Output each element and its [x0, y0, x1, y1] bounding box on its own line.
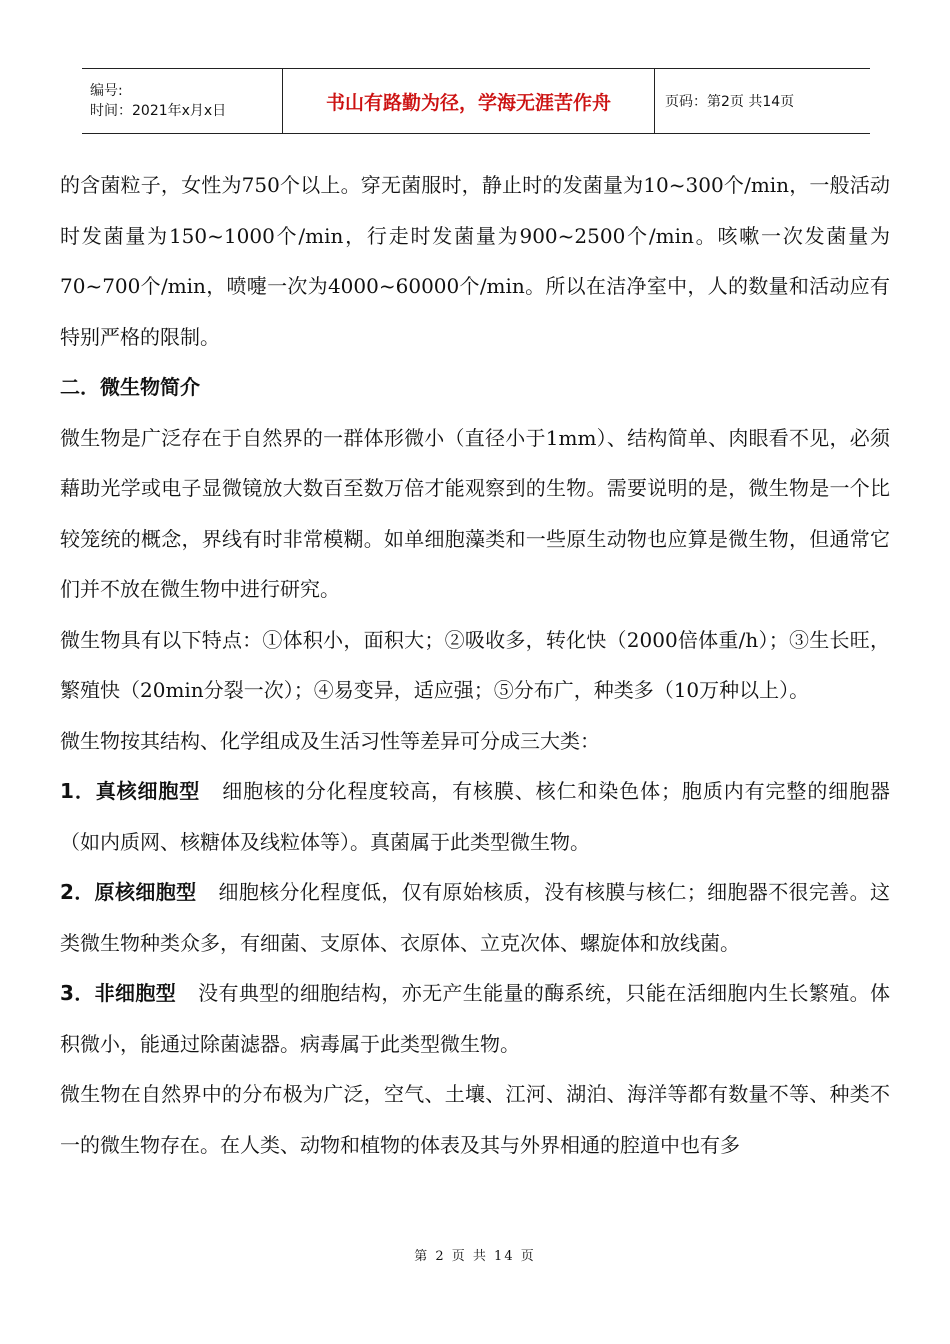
header-motto-cell: [282, 69, 655, 133]
paragraph-definition: 微生物是广泛存在于自然界的一群体形微小（直径小于1mm）、结构简单、肉眼看不见，必须藉助光学或电子显微镜放大数百至数万倍才能观察到的生物。需要说明的是，微生物是一个比较笼统的概念，界线有时非常模糊。如单细胞藻类和一些原生动物也应算是微生物，但通常它们并不放在微生物中进行研究。: [60, 425, 890, 601]
type-term: 3．非细胞型: [60, 981, 177, 1005]
type-term: 1．真核细胞型: [60, 779, 201, 803]
paragraph-classification: 微生物按其结构、化学组成及生活习性等差异可分成三大类：: [60, 728, 600, 753]
type-term: 2．原核细胞型: [60, 880, 197, 904]
header-page-info: 页码：第2页 共14页: [665, 94, 795, 110]
type-description: 没有典型的细胞结构，亦无产生能量的酶系统，只能在活细胞内生长繁殖。体积微小，能通过除菌滤器。病毒属于此类型微生物。: [60, 981, 891, 1056]
type-prokaryotic: [60, 867, 890, 968]
type-acellular: [60, 968, 890, 1069]
type-description: 细胞核分化程度低，仅有原始核质，没有核膜与核仁；细胞器不很完善。这类微生物种类众多，有细菌、支原体、衣原体、立克次体、螺旋体和放线菌。: [60, 880, 891, 955]
document-body: [60, 160, 890, 1170]
type-description: 细胞核的分化程度较高，有核膜、核仁和染色体；胞质内有完整的细胞器（如内质网、核糖体及线粒体等）。真菌属于此类型微生物。: [60, 779, 891, 854]
paragraph-distribution: 微生物在自然界中的分布极为广泛，空气、土壤、江河、湖泊、海洋等都有数量不等、种类不一的微生物存在。在人类、动物和植物的体表及其与外界相通的腔道中也有多: [60, 1082, 890, 1157]
paragraph-continuation: 的含菌粒子，女性为750个以上。穿无菌服时，静止时的发菌量为10~300个/min，一般活动时发菌量为150~1000个/min，行走时发菌量为900~2500个/min。咳嗽一次发菌量为70~700个/min，喷嚏一次为4000~60000个/min。所以在洁净室中，人的数量和活动应有特别严格的限制。: [60, 173, 890, 349]
document-time: 时间：2021年x月x日: [90, 103, 227, 119]
page-footer: 第 2 页 共 14 页: [414, 1249, 536, 1264]
header-meta: [82, 69, 282, 133]
section-heading: 二．微生物简介: [60, 375, 200, 399]
document-number-label: 编号:: [90, 83, 123, 99]
page-header: [82, 68, 870, 134]
type-eukaryotic: [60, 766, 890, 867]
paragraph-features: 微生物具有以下特点：①体积小，面积大；②吸收多，转化快（2000倍体重/h）；③生长旺，繁殖快（20min分裂一次）；④易变异，适应强；⑤分布广，种类多（10万种以上）。: [60, 627, 890, 702]
header-motto: 书山有路勤为径，学海无涯苦作舟: [325, 91, 611, 114]
